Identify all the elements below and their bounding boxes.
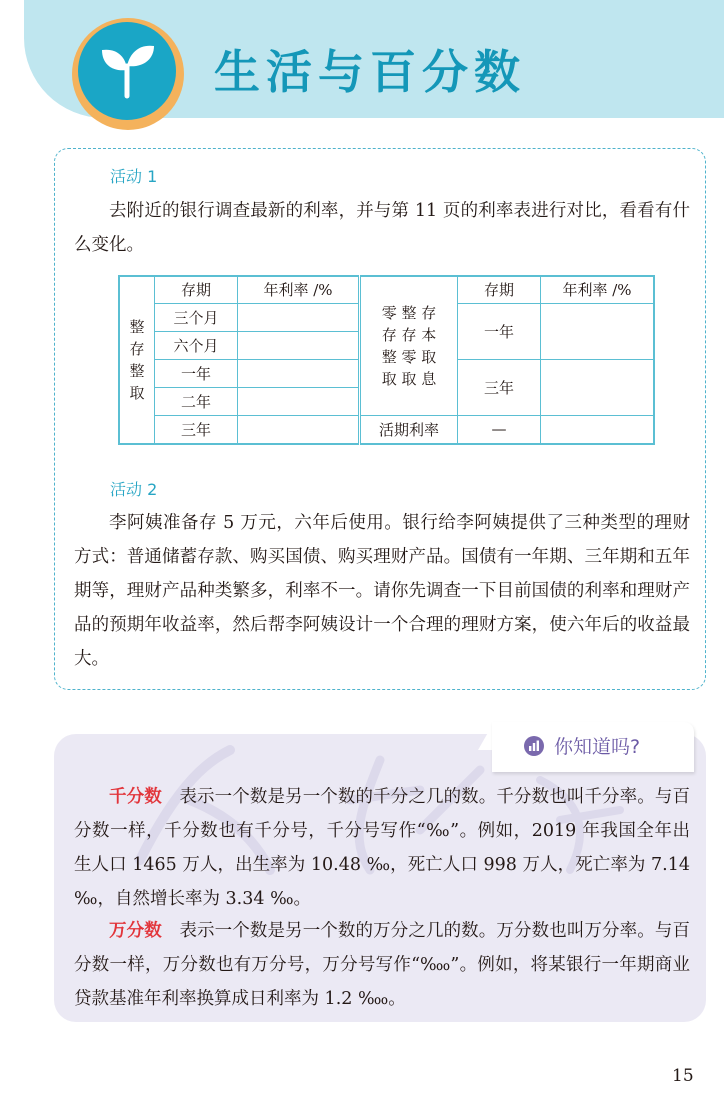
page-title: 生活与百分数 bbox=[214, 45, 526, 99]
right-group-line: 整 零 取 bbox=[381, 347, 437, 366]
rate-cell bbox=[238, 387, 360, 415]
rate-cell bbox=[238, 415, 360, 444]
info-paragraph-2 bbox=[74, 914, 690, 1016]
right-term: 一年 bbox=[458, 303, 541, 359]
left-term: 六个月 bbox=[155, 331, 238, 359]
term-basis-point: 万分数 bbox=[109, 921, 162, 941]
info-text-2: 表示一个数是另一个数的万分之几的数。万分数也叫万分率。与百分数一样，万分数也有万分号，万分号写作“‱”。例如，将某银行一年期商业贷款基准年利率换算成日利率为 1.2 ‱。 bbox=[74, 921, 690, 1009]
col-term-header: 存期 bbox=[155, 276, 238, 303]
activity2-text: 李阿姨准备存 5 万元，六年后使用。银行给李阿姨提供了三种类型的理财方式：普通储蓄存款、购买国债、购买理财产品。国债有一年期、三年期和五年期等，理财产品种类繁多，利率不一。请你先调查一下目前国债的利率和理财产品的预期年收益率，然后帮李阿姨设计一个合理的理财方案，使六年后的收益最大。 bbox=[74, 513, 690, 669]
chart-bars-icon bbox=[524, 736, 544, 756]
activity2-label: 活动 2 bbox=[110, 480, 158, 499]
right-term: 三年 bbox=[458, 359, 541, 415]
sprout-icon bbox=[94, 36, 160, 102]
current-label: 活期利率 bbox=[360, 415, 458, 444]
left-group-cell bbox=[119, 276, 155, 444]
right-group-cell bbox=[360, 276, 458, 415]
left-term: 三年 bbox=[155, 415, 238, 444]
rate-cell bbox=[238, 331, 360, 359]
right-group-line: 存 存 本 bbox=[381, 325, 437, 344]
left-term: 二年 bbox=[155, 387, 238, 415]
info-text-1: 表示一个数是另一个数的千分之几的数。千分数也叫千分率。与百分数一样，千分数也有千分号，千分号写作“‰”。例如，2019 年我国全年出生人口 1465 万人，出生率为 10.48 ‰，死亡人口 998 万人，死亡率为 7.14 ‰，自然增长率为 3.34 ‰。 bbox=[74, 787, 690, 909]
col-term-header-right: 存期 bbox=[458, 276, 541, 303]
rate-cell bbox=[238, 303, 360, 331]
col-rate-header-right: 年利率 /% bbox=[541, 276, 655, 303]
right-group-line: 取 取 息 bbox=[381, 369, 437, 388]
activity1-text: 去附近的银行调查最新的利率，并与第 11 页的利率表进行对比，看看有什么变化。 bbox=[74, 201, 690, 255]
rate-cell bbox=[541, 303, 655, 359]
rate-cell bbox=[541, 359, 655, 415]
left-group-label: 整存整取 bbox=[129, 318, 145, 402]
info-paragraph-1 bbox=[74, 780, 690, 916]
page-number: 15 bbox=[672, 1066, 694, 1086]
left-term: 三个月 bbox=[155, 303, 238, 331]
term-permille: 千分数 bbox=[109, 787, 162, 807]
current-value: — bbox=[458, 415, 541, 444]
right-group-line: 零 整 存 bbox=[381, 303, 437, 322]
rate-cell bbox=[238, 359, 360, 387]
activity1-label: 活动 1 bbox=[110, 167, 158, 186]
left-term: 一年 bbox=[155, 359, 238, 387]
rate-cell bbox=[541, 415, 655, 444]
col-rate-header: 年利率 /% bbox=[238, 276, 360, 303]
info-title: 你知道吗? bbox=[554, 736, 641, 758]
rate-table bbox=[118, 275, 655, 445]
